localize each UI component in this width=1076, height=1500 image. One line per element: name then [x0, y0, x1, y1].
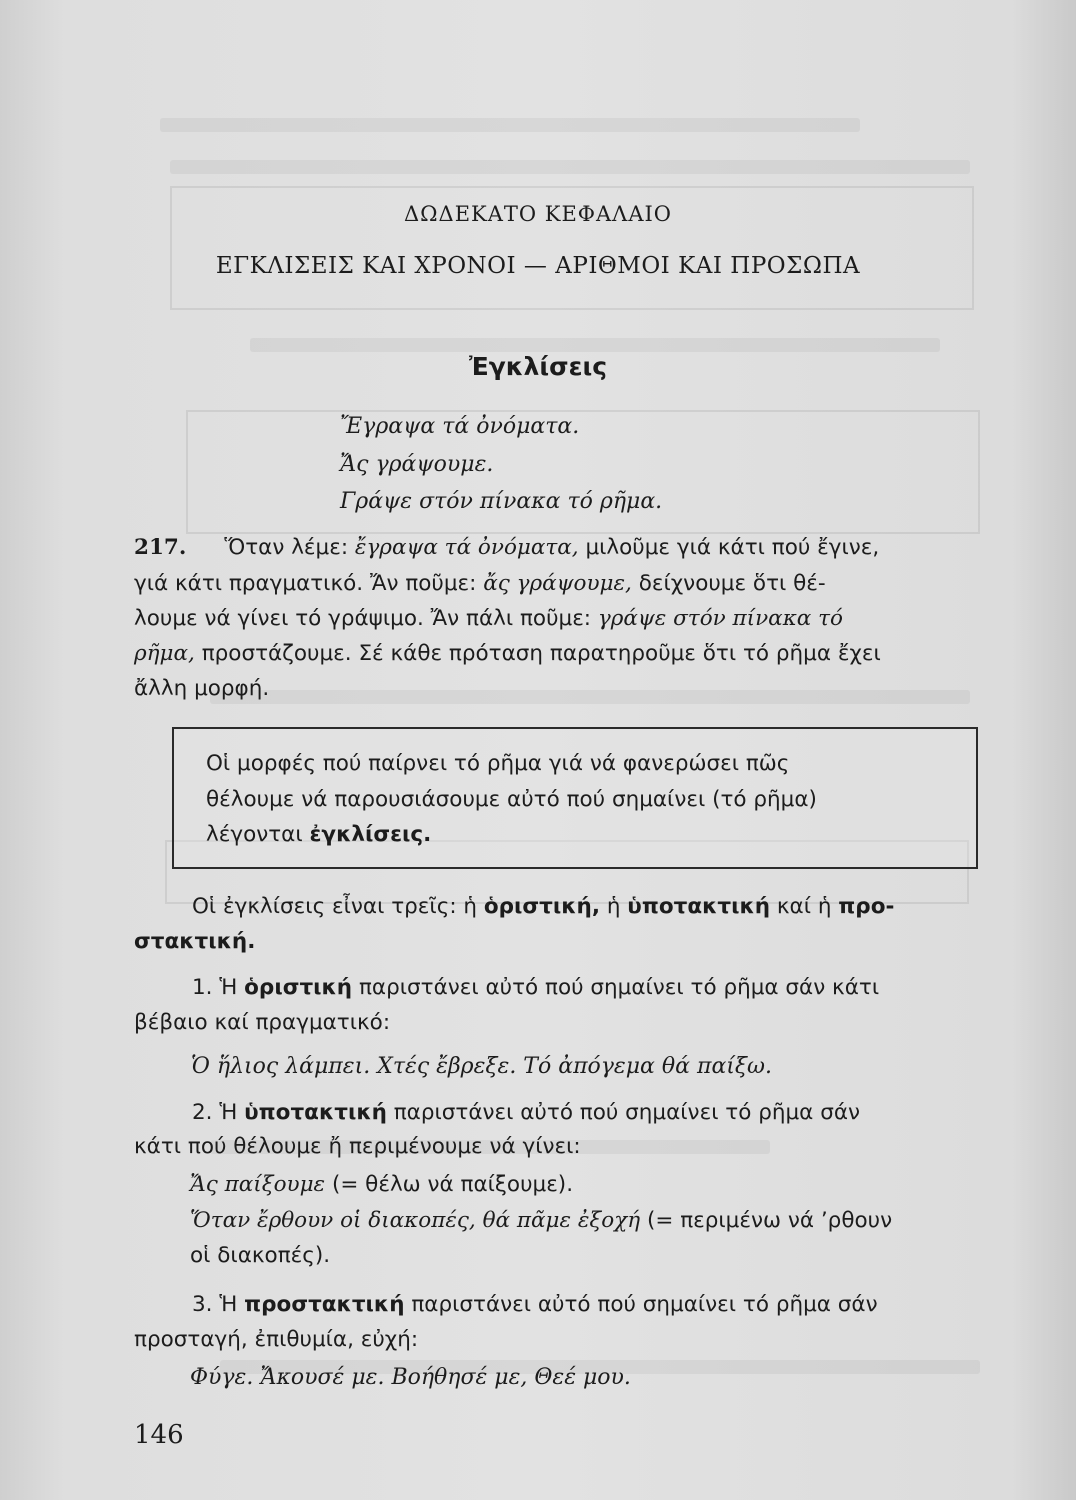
item-3-line: προσταγή, ἐπιθυμία, εὐχή:	[134, 1327, 419, 1352]
item-2-example: Ὅταν ἔρθουν οἱ διακοπές, θά πᾶμε ἐξοχή (= περιμένω νά ’ρθουν	[190, 1208, 893, 1233]
moods-intro-line: στακτική.	[134, 929, 256, 954]
definition-line: λέγονται ἐγκλίσεις.	[206, 822, 432, 847]
paragraph-217-line: λουμε νά γίνει τό γράψιμο. Ἄν πάλι ποῦμε: γράψε στόν πίνακα τό	[134, 606, 843, 631]
item-3-example: Φύγε. Ἄκουσέ με. Βοήθησέ με, Θεέ μου.	[190, 1365, 631, 1390]
paragraph-217-line: 217. Ὅταν λέμε: ἔγραψα τά ὀνόματα, μιλοῦμε γιά κάτι πού ἔγινε,	[134, 535, 880, 560]
chapter-label: ΔΩΔΕΚΑΤΟ ΚΕΦΑΛΑΙΟ	[403, 202, 673, 226]
definition-line: θέλουμε νά παρουσιάσουμε αὐτό πού σημαίνει (τό ρῆμα)	[206, 787, 817, 812]
paragraph-number: 217.	[134, 535, 187, 560]
bleed-through-line	[170, 160, 970, 174]
item-2-line: κάτι πού θέλουμε ἤ περιμένουμε νά γίνει:	[134, 1134, 581, 1159]
item-1-example: Ὁ ἥλιος λάμπει. Χτές ἔβρεξε. Τό ἀπόγεμα θά παίξω.	[191, 1054, 772, 1079]
item-1-line: 1. Ἡ ὁριστική παριστάνει αὐτό πού σημαίνει τό ρῆμα σάν κάτι	[192, 975, 880, 1000]
example-line: Ἔγραψα τά ὀνόματα.	[340, 414, 580, 439]
item-2-example: Ἄς παίξουμε (= θέλω νά παίξουμε).	[190, 1172, 574, 1197]
bleed-through-box	[186, 410, 980, 534]
item-2-line: 2. Ἡ ὑποτακτική παριστάνει αὐτό πού σημαίνει τό ρῆμα σάν	[192, 1100, 861, 1125]
item-2-example: οἱ διακοπές).	[190, 1243, 331, 1268]
bleed-through-line	[210, 690, 970, 704]
page-number: 146	[134, 1420, 184, 1450]
moods-intro-line: Οἱ ἐγκλίσεις εἶναι τρεῖς: ἡ ὁριστική, ἡ ὑποτακτική καί ἡ προ-	[192, 894, 895, 919]
definition-line: Οἱ μορφές πού παίρνει τό ρῆμα γιά νά φανερώσει πῶς	[206, 751, 790, 776]
item-3-line: 3. Ἡ προστακτική παριστάνει αὐτό πού σημαίνει τό ρῆμα σάν	[192, 1292, 878, 1317]
chapter-title: ΕΓΚΛΙΣΕΙΣ ΚΑΙ ΧΡΟΝΟΙ — ΑΡΙΘΜΟΙ ΚΑΙ ΠΡΟΣΩΠΑ	[215, 253, 861, 279]
item-1-line: βέβαιο καί πραγματικό:	[134, 1010, 391, 1035]
example-line: Ἄς γράψουμε.	[340, 452, 494, 477]
bleed-through-line	[160, 118, 860, 132]
paragraph-217-line: ἄλλη μορφή.	[134, 676, 270, 701]
paragraph-217-line: γιά κάτι πραγματικό. Ἄν ποῦμε: ἄς γράψουμε, δείχνουμε ὅτι θέ-	[134, 571, 826, 596]
example-line: Γράψε στόν πίνακα τό ρῆμα.	[340, 489, 663, 514]
term-egkliseis: ἐγκλίσεις.	[309, 822, 432, 847]
bleed-through-line	[250, 338, 940, 352]
section-title: Ἐγκλίσεις	[468, 352, 608, 381]
paragraph-217-line: ρῆμα, προστάζουμε. Σέ κάθε πρόταση παρατηροῦμε ὅτι τό ρῆμα ἔχει	[134, 641, 881, 666]
